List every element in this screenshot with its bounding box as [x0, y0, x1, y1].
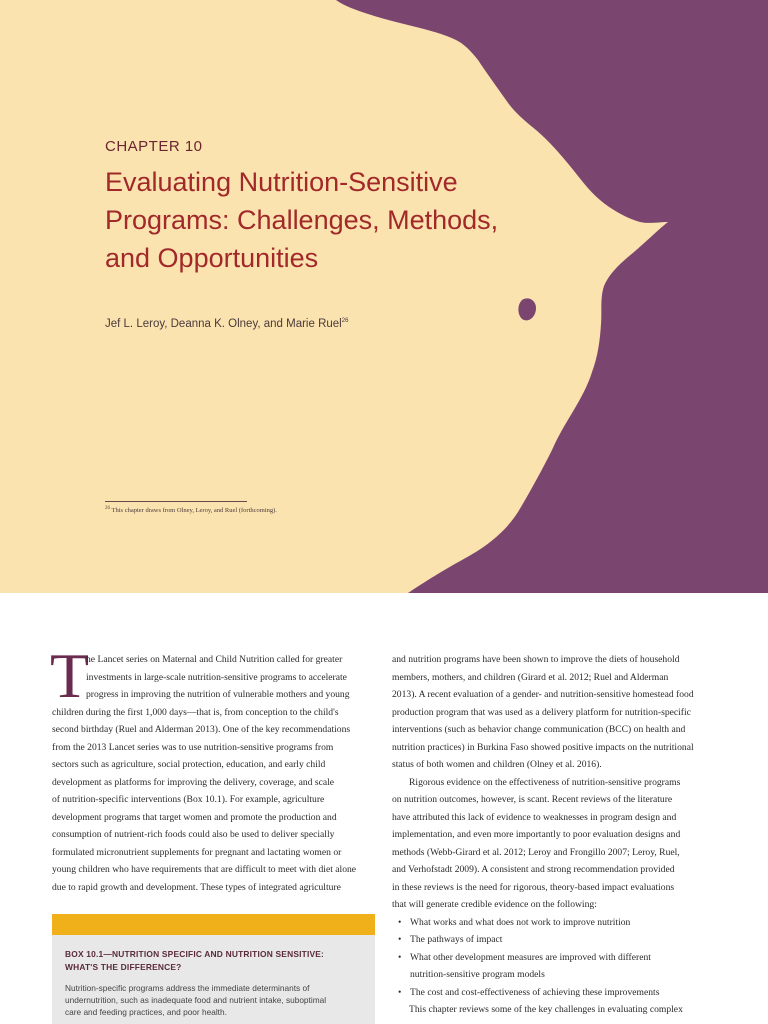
- text-line: members, mothers, and children (Girard et al. 2012; Ruel and Alderman: [392, 671, 669, 683]
- text-line: and nutrition programs have been shown to improve the diets of household: [392, 654, 680, 665]
- text-line: status of both women and children (Olney et al. 2016).: [392, 759, 602, 770]
- text-line: investments in large-scale nutrition-sensitive programs to accelerate: [86, 671, 347, 683]
- box-10-1: [52, 914, 375, 1024]
- chapter-label: CHAPTER 10: [105, 138, 203, 155]
- text-line: that will generate credible evidence on the following:: [392, 899, 597, 910]
- right-column-text: [392, 651, 718, 1019]
- text-line: nutrition practices) in Burkina Faso showed positive impacts on the nutritional: [392, 741, 694, 753]
- footnote-rule: [105, 501, 247, 502]
- box-body: [65, 982, 370, 1018]
- list-item: • What works and what does not work to improve nutrition: [392, 914, 718, 932]
- list-item-continuation: nutrition-sensitive program models: [410, 969, 545, 980]
- text-line: and Verhofstadt 2009). A consistent and strong recommendation provided: [392, 864, 675, 875]
- text-line: of nutrition-specific interventions (Box 10.1). For example, agriculture: [52, 794, 325, 805]
- box-body-line: Nutrition-specific programs address the immediate determinants of: [65, 983, 310, 993]
- text-line: implementation, and even more importantly to poor evaluation designs and: [392, 829, 681, 840]
- list-item: • What other development measures are improved with different: [392, 949, 718, 967]
- authors-names: Jef L. Leroy, Deanna K. Olney, and Marie Ruel: [105, 318, 342, 330]
- authors-footnote-ref: 26: [341, 318, 349, 325]
- box-title-line: BOX 10.1—NUTRITION SPECIFIC AND NUTRITION SENSITIVE:: [65, 949, 325, 959]
- text-line: have attributed this lack of evidence to weaknesses in program design and: [392, 811, 677, 823]
- footnote-number: 26: [105, 506, 110, 511]
- list-item: • The cost and cost-effectiveness of achieving these improvements: [392, 984, 718, 1002]
- authors-line: [105, 318, 348, 330]
- chapter-title: [105, 163, 575, 277]
- text-line: from the 2013 Lancet series was to use nutrition-sensitive programs from: [52, 741, 334, 753]
- text-line: progress in improving the nutrition of vulnerable mothers and young: [86, 689, 350, 700]
- text-line: children during the first 1,000 days—that is, from conception to the child's: [52, 706, 339, 718]
- footnote-text: This chapter draws from Olney, Leroy, and Ruel (forthcoming).: [111, 507, 277, 515]
- list-item: • The pathways of impact: [392, 931, 718, 949]
- box-header-bar: [52, 914, 375, 935]
- text-line: methods (Webb-Girard et al. 2012; Leroy and Frongillo 2007; Leroy, Ruel,: [392, 846, 680, 858]
- text-line: development as platforms for improving the delivery, coverage, and scale: [52, 776, 335, 788]
- text-line: consumption of nutrient-rich foods could also be used to deliver specially: [52, 829, 335, 840]
- text-line: interventions (such as behavior change communication (BCC) on health and: [392, 724, 686, 735]
- chapter-title-line: Evaluating Nutrition-Sensitive: [105, 167, 458, 197]
- text-line: he Lancet series on Maternal and Child Nutrition called for greater: [86, 654, 343, 665]
- text-line: young children who have requirements that are difficult to meet with diet alone: [52, 864, 357, 875]
- text-line: Rigorous evidence on the effectiveness of nutrition-sensitive programs: [409, 776, 681, 788]
- text-line: formulated micronutrient supplements for pregnant and lactating women or: [52, 846, 342, 858]
- drop-cap: T: [50, 640, 90, 711]
- text-line: on nutrition outcomes, however, is scant. Recent reviews of the literature: [392, 794, 673, 805]
- footnote: [105, 506, 277, 514]
- text-line: sectors such as agriculture, social protection, education, and early child: [52, 759, 326, 770]
- text-line: 2013). A recent evaluation of a gender- and nutrition-sensitive homestead food: [392, 689, 694, 700]
- text-line: due to rapid growth and development. These types of integrated agriculture: [52, 881, 341, 893]
- chapter-title-line: and Opportunities: [105, 243, 319, 273]
- box-body-line: care and feeding practices, and poor health.: [65, 1007, 227, 1017]
- text-line: in these reviews is the need for rigorous, theory-based impact evaluations: [392, 881, 675, 893]
- text-line: second birthday (Ruel and Alderman 2013). One of the key recommendations: [52, 724, 351, 735]
- box-title-line: WHAT'S THE DIFFERENCE?: [65, 962, 182, 972]
- box-title: [65, 948, 365, 974]
- chapter-title-line: Programs: Challenges, Methods,: [105, 205, 499, 235]
- text-line: This chapter reviews some of the key challenges in evaluating complex: [409, 1004, 683, 1015]
- text-line: development programs that target women and promote the production and: [52, 811, 337, 823]
- text-line: production program that was used as a delivery platform for nutrition-specific: [392, 706, 691, 718]
- left-column-text: [50, 640, 370, 896]
- box-body-line: undernutrition, such as inadequate food and nutrient intake, suboptimal: [65, 995, 327, 1005]
